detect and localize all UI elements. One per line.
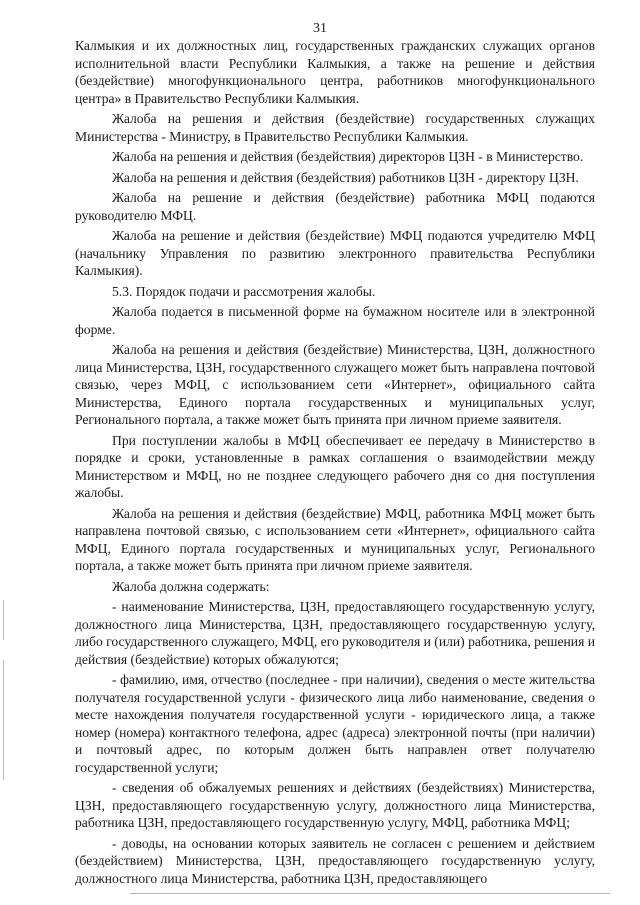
paragraph: Жалоба должна содержать: [112, 578, 270, 594]
list-item: - фамилию, имя, отчество (последнее - при наличии), сведения о месте жительства получателя государственной услуги - физического лица либо наименование, сведения о месте нахождения получателя государственной услуги - юридического лица, а также номер (номера) контактного телефона, адрес (адреса) электронной почты (при наличии) и почтовый адрес, по которым должен быть направлен ответ получателю государственной услуги; [75, 672, 595, 775]
list-item: - сведения об обжалуемых решениях и действиях (бездействиях) Министерства, ЦЗН, предоставляющего государственную услугу, должностного лица Министерства, работника ЦЗН, предоставляющего государственную услугу, МФЦ, работника МФЦ; [75, 780, 595, 830]
scan-bottom-rule [130, 893, 610, 894]
paragraph: Жалоба на решения и действия (бездействия) работников ЦЗН - директору ЦЗН. [112, 169, 579, 185]
paragraph: При поступлении жалобы в МФЦ обеспечивает ее передачу в Министерство в порядке и сроки, установленные в рамках соглашения о взаимодействии между Министерством и МФЦ, но не позднее следующего рабочего дня со дня поступления жалобы. [75, 432, 595, 500]
page-number: 31 [313, 21, 327, 36]
section-heading: 5.3. Порядок подачи и рассмотрения жалобы. [112, 283, 376, 299]
scan-edge-mark [3, 600, 4, 640]
scan-edge-mark [3, 660, 4, 780]
list-item: - доводы, на основании которых заявитель не согласен с решением и действием (бездействием) Министерства, ЦЗН, предоставляющего государственную услугу, должностного лица Министерства, работника ЦЗН, предоставляющего [75, 835, 595, 886]
document-body [75, 37, 595, 890]
paragraph: Жалоба подается в письменной форме на бумажном носителе или в электронной форме. [75, 304, 595, 337]
paragraph-continuation: Калмыкия и их должностных лиц, государственных гражданских служащих органов исполнительной власти Республики Калмыкия, а также на решение и действия (бездействие) многофункционального центра, работников многофункционального центра» в Правительство Республики Калмыкия. [75, 38, 595, 106]
list-item: - наименование Министерства, ЦЗН, предоставляющего государственную услугу, должностного лица Министерства, ЦЗН, предоставляющего государственную услугу, либо государственного служащего, МФЦ, его руководителя и (или) работника, решения и действия (бездействие) которых обжалуются; [75, 599, 595, 667]
paragraph: Жалоба на решения и действия (бездействие) государственных служащих Министерства - Министру, в Правительство Республики Калмыкия. [75, 111, 595, 144]
paragraph: Жалоба на решения и действия (бездействия) директоров ЦЗН - в Министерство. [112, 149, 584, 164]
paragraph: Жалоба на решения и действия (бездействие) МФЦ, работника МФЦ может быть направлена почтовой связью, с использованием сети «Интернет», официального сайта МФЦ, Единого портала государственных и муниципальных услуг, Регионального портала, а также может быть принята при личном приеме заявителя. [75, 505, 595, 573]
paragraph: Жалоба на решение и действия (бездействие) МФЦ подаются учредителю МФЦ (начальнику Управления по развитию электронного правительства Республики Калмыкия). [75, 228, 595, 278]
paragraph: Жалоба на решения и действия (бездействие) Министерства, ЦЗН, должностного лица Министерства, ЦЗН, государственного служащего может быть направлена почтовой связью, через МФЦ, с использованием сети «Интернет», официального сайта Министерства, Единого портала государственных и муниципальных услуг, Регионального портала, а также может быть принята при личном приеме заявителя. [75, 342, 595, 427]
paragraph: Жалоба на решение и действия (бездействие) работника МФЦ подаются руководителю МФЦ. [75, 190, 595, 223]
